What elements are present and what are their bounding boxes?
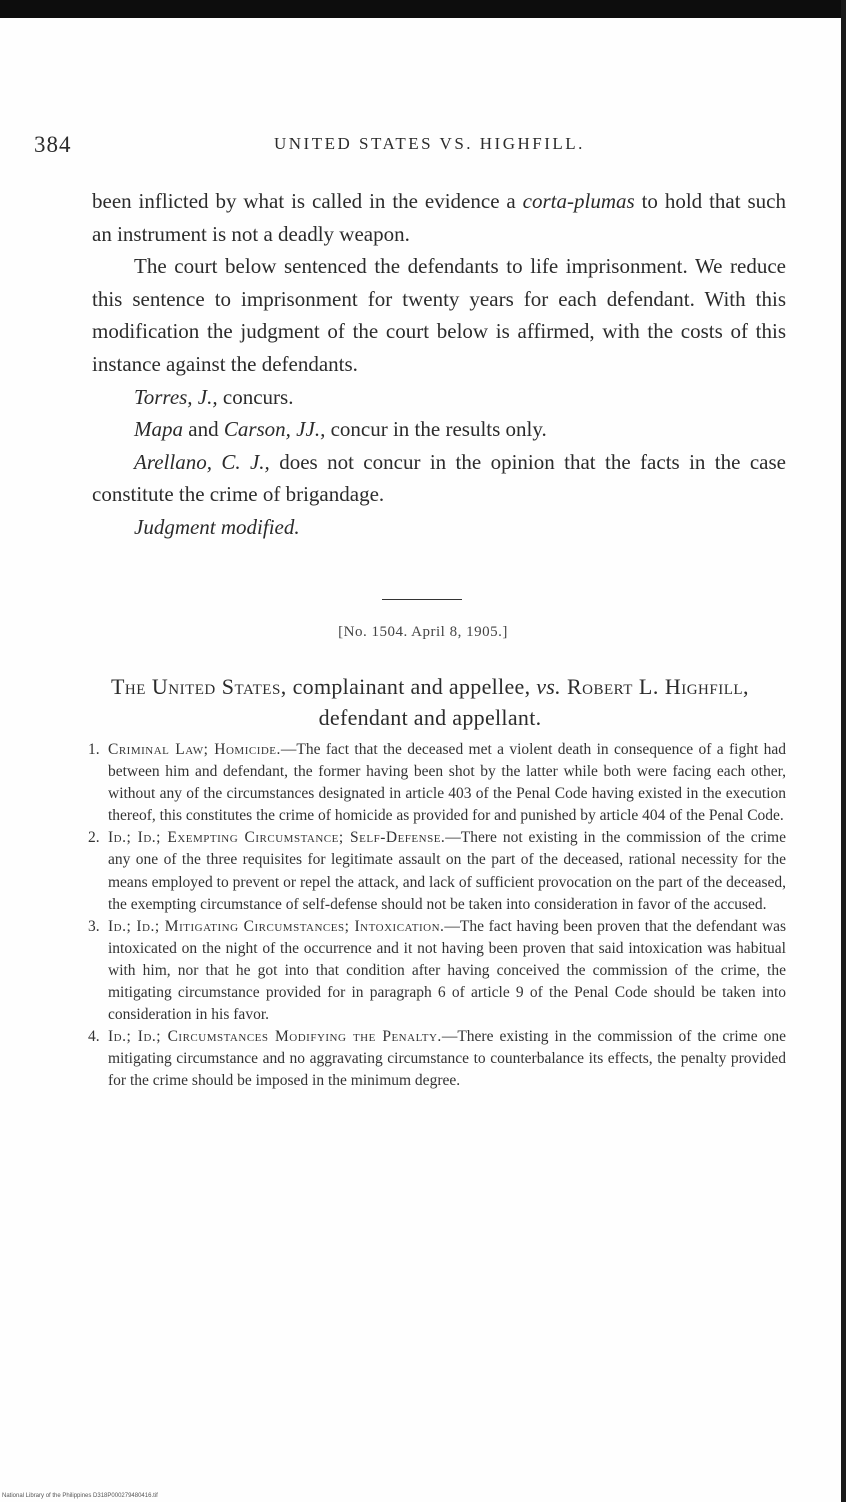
page-number: 384 [34, 132, 72, 157]
scan-right-border [841, 0, 846, 1502]
running-head: UNITED STATES VS. HIGHFILL. [274, 134, 585, 153]
paragraph-arellano: Arellano, C. J., does not concur in the opinion that the facts in the case constitute the crime of brigandage. [92, 449, 786, 507]
syllabus-item: 3. Id.; Id.; Mitigating Circumstances; Intoxication.—The fact having been proven that the defendant was intoxicated on the night of the occurrence and it not having been proven that said intoxication was habitual with him, nor that he got into that condition after having conceived the commission of the crime, the mitigating circumstance provided for in paragraph 6 of article 9 of the Penal Code should be taken into consideration in his favor. [88, 917, 787, 1024]
syllabus-item: 4. Id.; Id.; Circumstances Modifying the Penalty.—There existing in the commission of the crime one mitigating circumstance and no aggravating circumstance to counterbalance its effects, the penalty provided for the crime should be imposed in the minimum degree. [88, 1028, 786, 1090]
page-header [34, 132, 794, 162]
case-number-date: [No. 1504. April 8, 1905.] [338, 624, 508, 640]
paragraph-mapa-carson: Mapa and Carson, JJ., concur in the results only. [134, 417, 547, 442]
syllabus-item: 1. Criminal Law; Homicide.—The fact that the deceased met a violent death in consequence of a fight had between him and defendant, the former having been shot by the latter while both were facing each other, without any of the circumstances designated in article 403 of the Penal Code having existed in the execution thereof, this constitutes the crime of homicide as provided for and punished by article 404 of the Penal Code. [88, 741, 786, 825]
paragraph-sentence: The court below sentenced the defendants to life imprisonment. We reduce this sentence to imprisonment for twenty years for each defendant. With this modification the judgment of the court below is affirmed, with the costs of this instance against the defendants. [92, 254, 786, 376]
scan-credit: National Library of the Philippines D318P000279480416.tif [2, 1493, 158, 1499]
opinion-conclusion [92, 185, 786, 544]
scan-top-border [0, 0, 846, 18]
paragraph-continued: been inflicted by what is called in the evidence a corta-plumas to hold that such an instrument is not a deadly weapon. [92, 189, 786, 246]
case-title: The United States, complainant and appellee, vs. Robert L. Highfill, defendant and appellant. [110, 674, 750, 730]
paragraph-judgment: Judgment modified. [134, 514, 300, 539]
paragraph-torres: Torres, J., concurs. [134, 384, 294, 409]
syllabus-item: 2. Id.; Id.; Exempting Circumstance; Self-Defense.—There not existing in the commission of the crime any one of the three requisites for legitimate assault on the part of the deceased, rational necessity for the means employed to prevent or repel the attack, and lack of sufficient provocation on the part of the deceased, the exempting circumstance of self-defense should not be taken into consideration in favor of the accused. [88, 829, 786, 913]
syllabus [88, 739, 786, 1093]
section-divider [382, 599, 462, 600]
